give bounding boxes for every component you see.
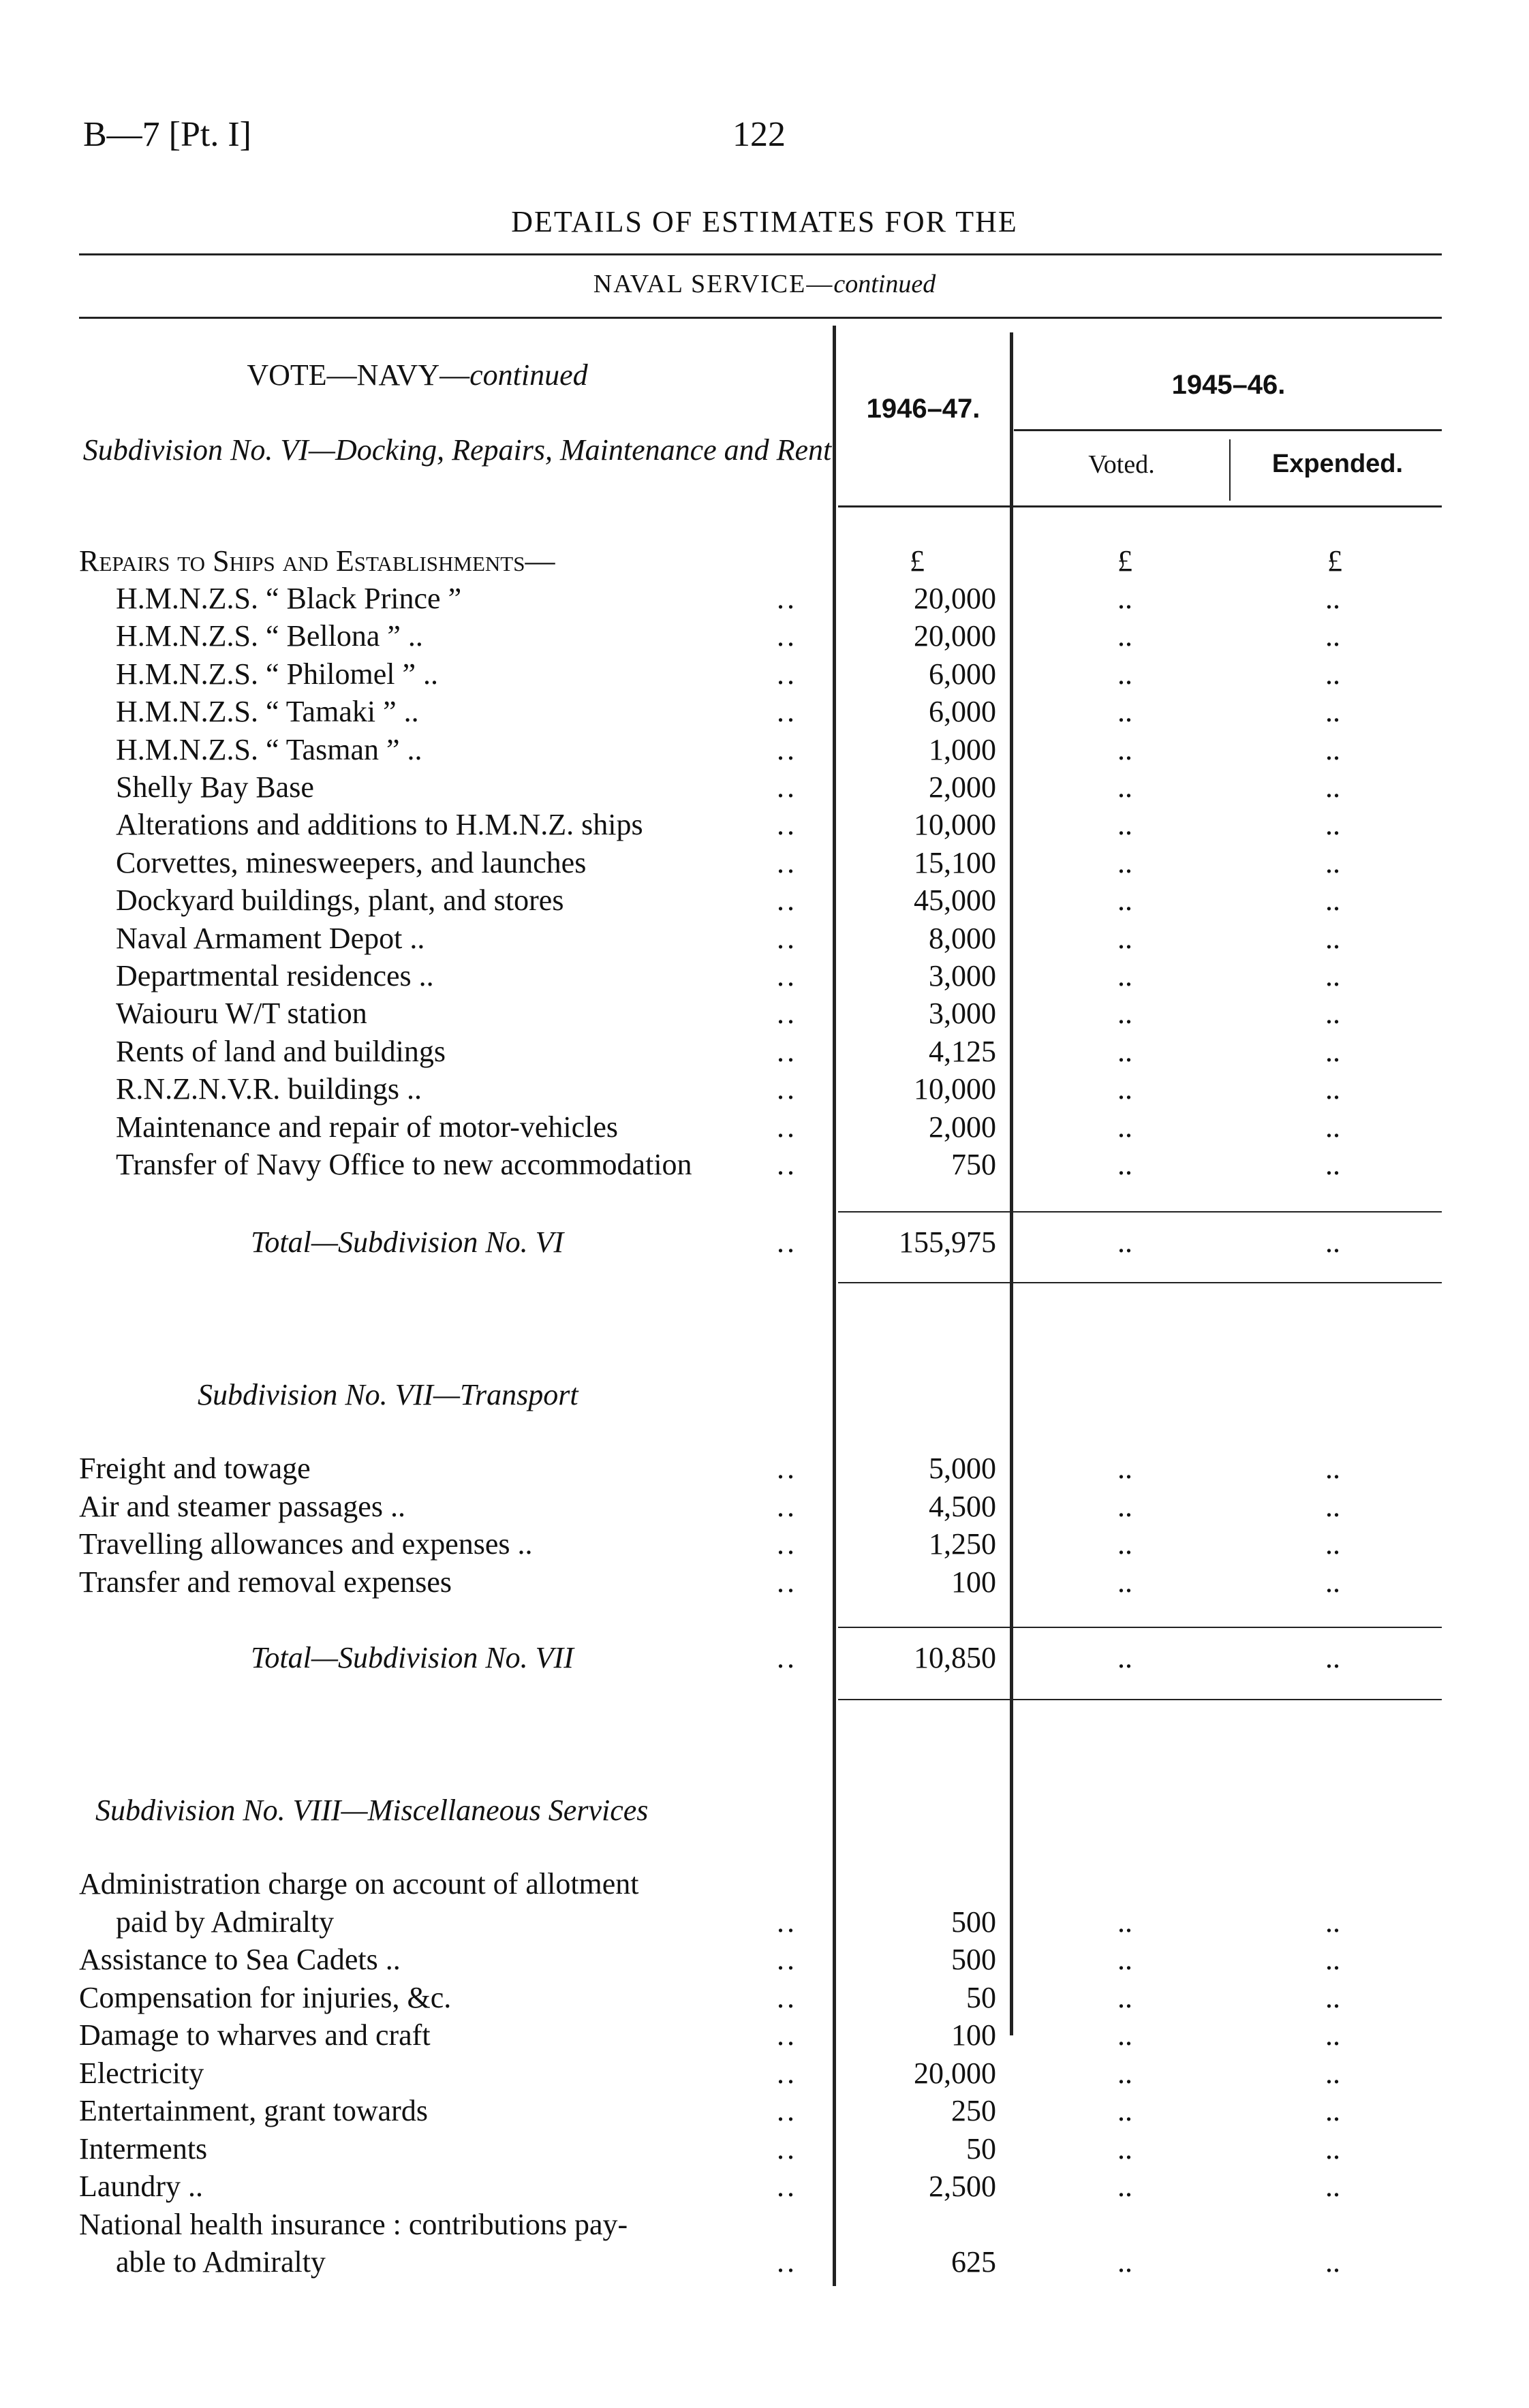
vote-heading: VOTE—NAVY—continued: [247, 358, 588, 392]
row-amount-1946-47: 8,000: [929, 921, 996, 955]
row-voted: ..: [1117, 582, 1132, 615]
row-expended: ..: [1325, 808, 1340, 842]
table-row: Freight and towage .. 5,000 .. ..: [79, 1452, 1340, 1485]
row-amount-1946-47: 2,000: [929, 770, 996, 804]
row-expended: ..: [1325, 1980, 1340, 2014]
section-subtitle: NAVAL SERVICE—continued: [593, 270, 936, 298]
row-voted: ..: [1117, 921, 1132, 955]
sub6-total-rule-top: [838, 1211, 1442, 1213]
table-row: Damage to wharves and craft .. 100 .. ..: [79, 2018, 1340, 2052]
row-amount-1946-47: 3,000: [929, 997, 996, 1031]
page-number: 122: [732, 115, 786, 154]
row-amount-1946-47: 50: [966, 2131, 996, 2165]
row-expended: ..: [1325, 1905, 1340, 1939]
total-voted: ..: [1117, 1225, 1132, 1259]
row-voted: ..: [1117, 959, 1132, 992]
table-row: Corvettes, minesweepers, and launches .. 15,100 .. ..: [116, 845, 1340, 879]
subdivision-6-total-row: Total—Subdivision No. VI .. 155,975 .. ..: [251, 1225, 1340, 1259]
row-amount-1946-47: 15,100: [914, 845, 996, 879]
row-voted: ..: [1117, 2170, 1132, 2203]
row-voted: ..: [1117, 997, 1132, 1031]
row-voted: ..: [1117, 2245, 1132, 2279]
currency-expended: £: [1327, 544, 1342, 578]
row-expended: ..: [1325, 732, 1340, 766]
row-voted: ..: [1117, 1148, 1132, 1181]
row-label: H.M.N.Z.S. “ Tamaki ” ..: [116, 695, 419, 729]
table-row: Naval Armament Depot .. .. 8,000 .. ..: [116, 921, 1340, 955]
row-voted: ..: [1117, 732, 1132, 766]
table-row: Air and steamer passages .. .. 4,500 .. ..: [79, 1489, 1340, 1523]
row-label: H.M.N.Z.S. “ Tasman ” ..: [116, 732, 422, 766]
row-voted: ..: [1117, 1565, 1132, 1599]
table-row: H.M.N.Z.S. “ Philomel ” .. .. 6,000 .. ..: [116, 657, 1340, 691]
row-voted: ..: [1117, 1489, 1132, 1523]
row-expended: ..: [1325, 1943, 1340, 1976]
row-expended: ..: [1325, 1489, 1340, 1523]
table-row: Transfer and removal expenses .. 100 .. ..: [79, 1565, 1340, 1599]
row-voted: ..: [1117, 619, 1132, 653]
row-label: Air and steamer passages ..: [79, 1489, 405, 1523]
row-amount-1946-47: 20,000: [914, 582, 996, 615]
row-expended: ..: [1325, 1148, 1340, 1181]
row-label: Travelling allowances and expenses ..: [79, 1527, 533, 1561]
row-label: Laundry ..: [79, 2170, 204, 2203]
subdivision-6-title: Subdivision No. VI—Docking, Repairs, Maintenance and Rent: [82, 433, 832, 467]
row-label: H.M.N.Z.S. “ Bellona ” ..: [116, 619, 423, 653]
column-head-rule: [838, 505, 1442, 507]
row-amount-1946-47: 50: [966, 1980, 996, 2014]
row-amount-1946-47: 2,000: [929, 1110, 996, 1144]
table-row: Electricity .. 20,000 .. ..: [79, 2056, 1340, 2090]
row-expended: ..: [1325, 845, 1340, 879]
subtitle-rule: [79, 317, 1442, 319]
row-label: Administration charge on account of allotment: [79, 1867, 639, 1901]
row-amount-1946-47: 1,250: [929, 1527, 996, 1561]
row-expended: ..: [1325, 2018, 1340, 2052]
table-row: R.N.Z.N.V.R. buildings .. .. 10,000 .. ..: [116, 1072, 1340, 1106]
table-row: Maintenance and repair of motor-vehicles .. 2,000 .. ..: [116, 1110, 1340, 1144]
row-voted: ..: [1117, 2131, 1132, 2165]
row-expended: ..: [1325, 2245, 1340, 2279]
row-amount-1946-47: 625: [951, 2245, 996, 2279]
row-voted: ..: [1117, 845, 1132, 879]
row-expended: ..: [1325, 2170, 1340, 2203]
row-voted: ..: [1117, 1072, 1132, 1106]
total-amount: 10,850: [914, 1641, 996, 1674]
voted-expended-divider: [1229, 439, 1231, 501]
row-voted: ..: [1117, 1110, 1132, 1144]
row-expended: ..: [1325, 619, 1340, 653]
group-heading: Repairs to Ships and Establishments—: [79, 544, 555, 578]
row-label: Maintenance and repair of motor-vehicles: [116, 1110, 619, 1144]
row-voted: ..: [1117, 2056, 1132, 2090]
row-label: Departmental residences ..: [116, 959, 434, 992]
row-label: Compensation for injuries, &c.: [79, 1980, 452, 2014]
row-voted: ..: [1117, 2018, 1132, 2052]
row-label: Waiouru W/T station: [116, 997, 367, 1031]
subdivision-7-title: Subdivision No. VII—Transport: [198, 1378, 578, 1411]
currency-voted: £: [1117, 544, 1132, 578]
total-amount: 155,975: [899, 1225, 996, 1259]
table-row-label-line: [0, 2207, 1529, 2245]
row-voted: ..: [1117, 657, 1132, 691]
row-label: Dockyard buildings, plant, and stores: [116, 884, 564, 918]
page-title: DETAILS OF ESTIMATES FOR THE: [511, 205, 1018, 238]
row-voted: ..: [1117, 770, 1132, 804]
row-expended: ..: [1325, 1072, 1340, 1106]
row-label: Electricity: [79, 2056, 204, 2090]
row-amount-1946-47: 4,125: [929, 1034, 996, 1068]
sub7-total-rule-top: [838, 1627, 1442, 1628]
row-expended: ..: [1325, 2131, 1340, 2165]
total-label: Total—Subdivision No. VII: [251, 1641, 574, 1674]
column-head-1945-46: 1945–46.: [1171, 370, 1286, 400]
total-label: Total—Subdivision No. VI: [251, 1225, 564, 1259]
row-voted: ..: [1117, 1452, 1132, 1485]
row-label: H.M.N.Z.S. “ Black Prince ”: [116, 582, 462, 615]
row-expended: ..: [1325, 2094, 1340, 2127]
table-row: Alterations and additions to H.M.N.Z. ships .. 10,000 .. ..: [116, 808, 1340, 842]
subdivision-8-title: Subdivision No. VIII—Miscellaneous Services: [95, 1794, 649, 1827]
row-voted: ..: [1117, 695, 1132, 729]
row-expended: ..: [1325, 1565, 1340, 1599]
row-expended: ..: [1325, 884, 1340, 918]
row-amount-1946-47: 750: [951, 1148, 996, 1181]
row-amount-1946-47: 10,000: [914, 1072, 996, 1106]
row-amount-1946-47: 20,000: [914, 619, 996, 653]
row-label: Rents of land and buildings: [116, 1034, 446, 1068]
table-row: Shelly Bay Base .. 2,000 .. ..: [116, 770, 1340, 804]
row-amount-1946-47: 20,000: [914, 2056, 996, 2090]
row-amount-1946-47: 5,000: [929, 1452, 996, 1485]
row-amount-1946-47: 2,500: [929, 2170, 996, 2203]
row-label: Naval Armament Depot ..: [116, 921, 425, 955]
group-heading-row: [0, 544, 1529, 581]
table-row: Transfer of Navy Office to new accommodation .. 750 .. ..: [116, 1148, 1340, 1181]
table-row: H.M.N.Z.S. “ Black Prince ” .. 20,000 .. ..: [116, 582, 1340, 615]
table-row: Travelling allowances and expenses .. .. 1,250 .. ..: [79, 1527, 1340, 1561]
table-row: able to Admiralty .. 625 .. ..: [116, 2245, 1340, 2279]
row-label: Corvettes, minesweepers, and launches: [116, 845, 587, 879]
table-row: Dockyard buildings, plant, and stores .. 45,000 .. ..: [116, 884, 1340, 918]
row-label: Entertainment, grant towards: [79, 2094, 428, 2127]
row-label: Transfer and removal expenses: [79, 1565, 452, 1599]
row-expended: ..: [1325, 1527, 1340, 1561]
row-label: Transfer of Navy Office to new accommodation: [116, 1148, 692, 1181]
row-voted: ..: [1117, 884, 1132, 918]
table-row: H.M.N.Z.S. “ Bellona ” .. .. 20,000 .. ..: [116, 619, 1340, 653]
row-amount-1946-47: 250: [951, 2094, 996, 2127]
row-label: H.M.N.Z.S. “ Philomel ” ..: [116, 657, 438, 691]
row-voted: ..: [1117, 1527, 1132, 1561]
row-amount-1946-47: 10,000: [914, 808, 996, 842]
row-expended: ..: [1325, 1452, 1340, 1485]
row-expended: ..: [1325, 2056, 1340, 2090]
sub7-total-rule-bottom: [838, 1699, 1442, 1700]
column-head-voted: Voted.: [1088, 450, 1155, 479]
subdivision-7-total-row: Total—Subdivision No. VII .. 10,850 .. ..: [251, 1641, 1340, 1674]
row-expended: ..: [1325, 997, 1340, 1031]
table-row: H.M.N.Z.S. “ Tamaki ” .. .. 6,000 .. ..: [116, 695, 1340, 729]
row-amount-1946-47: 1,000: [929, 732, 996, 766]
row-voted: ..: [1117, 2094, 1132, 2127]
row-voted: ..: [1117, 1905, 1132, 1939]
total-expended: ..: [1325, 1641, 1340, 1674]
row-label: paid by Admiralty: [116, 1905, 335, 1939]
currency-1946: £: [910, 544, 925, 578]
document-reference: B—7 [Pt. I]: [83, 115, 251, 154]
row-expended: ..: [1325, 921, 1340, 955]
row-expended: ..: [1325, 959, 1340, 992]
row-label: R.N.Z.N.V.R. buildings ..: [116, 1072, 422, 1106]
column-head-1946-47: 1946–47.: [866, 394, 980, 424]
table-row: Laundry .. .. 2,500 .. ..: [79, 2170, 1340, 2203]
row-amount-1946-47: 4,500: [929, 1489, 996, 1523]
row-expended: ..: [1325, 657, 1340, 691]
table-row: Assistance to Sea Cadets .. .. 500 .. ..: [79, 1943, 1340, 1976]
row-amount-1946-47: 100: [951, 2018, 996, 2052]
row-voted: ..: [1117, 1943, 1132, 1976]
row-label: Interments: [79, 2131, 208, 2165]
row-label: Alterations and additions to H.M.N.Z. ships: [116, 808, 643, 842]
row-expended: ..: [1325, 1034, 1340, 1068]
row-amount-1946-47: 45,000: [914, 884, 996, 918]
row-label: Freight and towage: [79, 1452, 311, 1485]
sub6-total-rule-bottom: [838, 1282, 1442, 1283]
row-expended: ..: [1325, 770, 1340, 804]
row-expended: ..: [1325, 1110, 1340, 1144]
total-expended: ..: [1325, 1225, 1340, 1259]
row-amount-1946-47: 3,000: [929, 959, 996, 992]
row-label: National health insurance : contributions pay-: [79, 2207, 628, 2241]
column-head-expended: Expended.: [1271, 450, 1404, 478]
table-row: paid by Admiralty .. 500 .. ..: [116, 1905, 1340, 1939]
row-voted: ..: [1117, 808, 1132, 842]
title-rule: [79, 253, 1442, 255]
row-label: Damage to wharves and craft: [79, 2018, 431, 2052]
table-row: H.M.N.Z.S. “ Tasman ” .. .. 1,000 .. ..: [116, 732, 1340, 766]
row-amount-1946-47: 500: [951, 1943, 996, 1976]
table-row: Rents of land and buildings .. 4,125 .. ..: [116, 1034, 1340, 1068]
row-amount-1946-47: 100: [951, 1565, 996, 1599]
row-amount-1946-47: 6,000: [929, 657, 996, 691]
year-head-rule: [1014, 429, 1442, 431]
row-amount-1946-47: 500: [951, 1905, 996, 1939]
table-row: Compensation for injuries, &c. .. 50 .. ..: [79, 1980, 1340, 2014]
table-row-label-line: [0, 1866, 1529, 1904]
row-voted: ..: [1117, 1034, 1132, 1068]
row-expended: ..: [1325, 582, 1340, 615]
row-expended: ..: [1325, 695, 1340, 729]
row-amount-1946-47: 6,000: [929, 695, 996, 729]
row-label: able to Admiralty: [116, 2245, 326, 2279]
table-row: Departmental residences .. .. 3,000 .. ..: [116, 959, 1340, 992]
total-voted: ..: [1117, 1641, 1132, 1674]
row-label: Assistance to Sea Cadets ..: [79, 1943, 401, 1976]
table-row: Entertainment, grant towards .. 250 .. ..: [79, 2094, 1340, 2127]
table-row: Interments .. 50 .. ..: [79, 2131, 1340, 2165]
row-voted: ..: [1117, 1980, 1132, 2014]
row-label: Shelly Bay Base: [116, 770, 314, 804]
table-row: Waiouru W/T station .. 3,000 .. ..: [116, 997, 1340, 1031]
